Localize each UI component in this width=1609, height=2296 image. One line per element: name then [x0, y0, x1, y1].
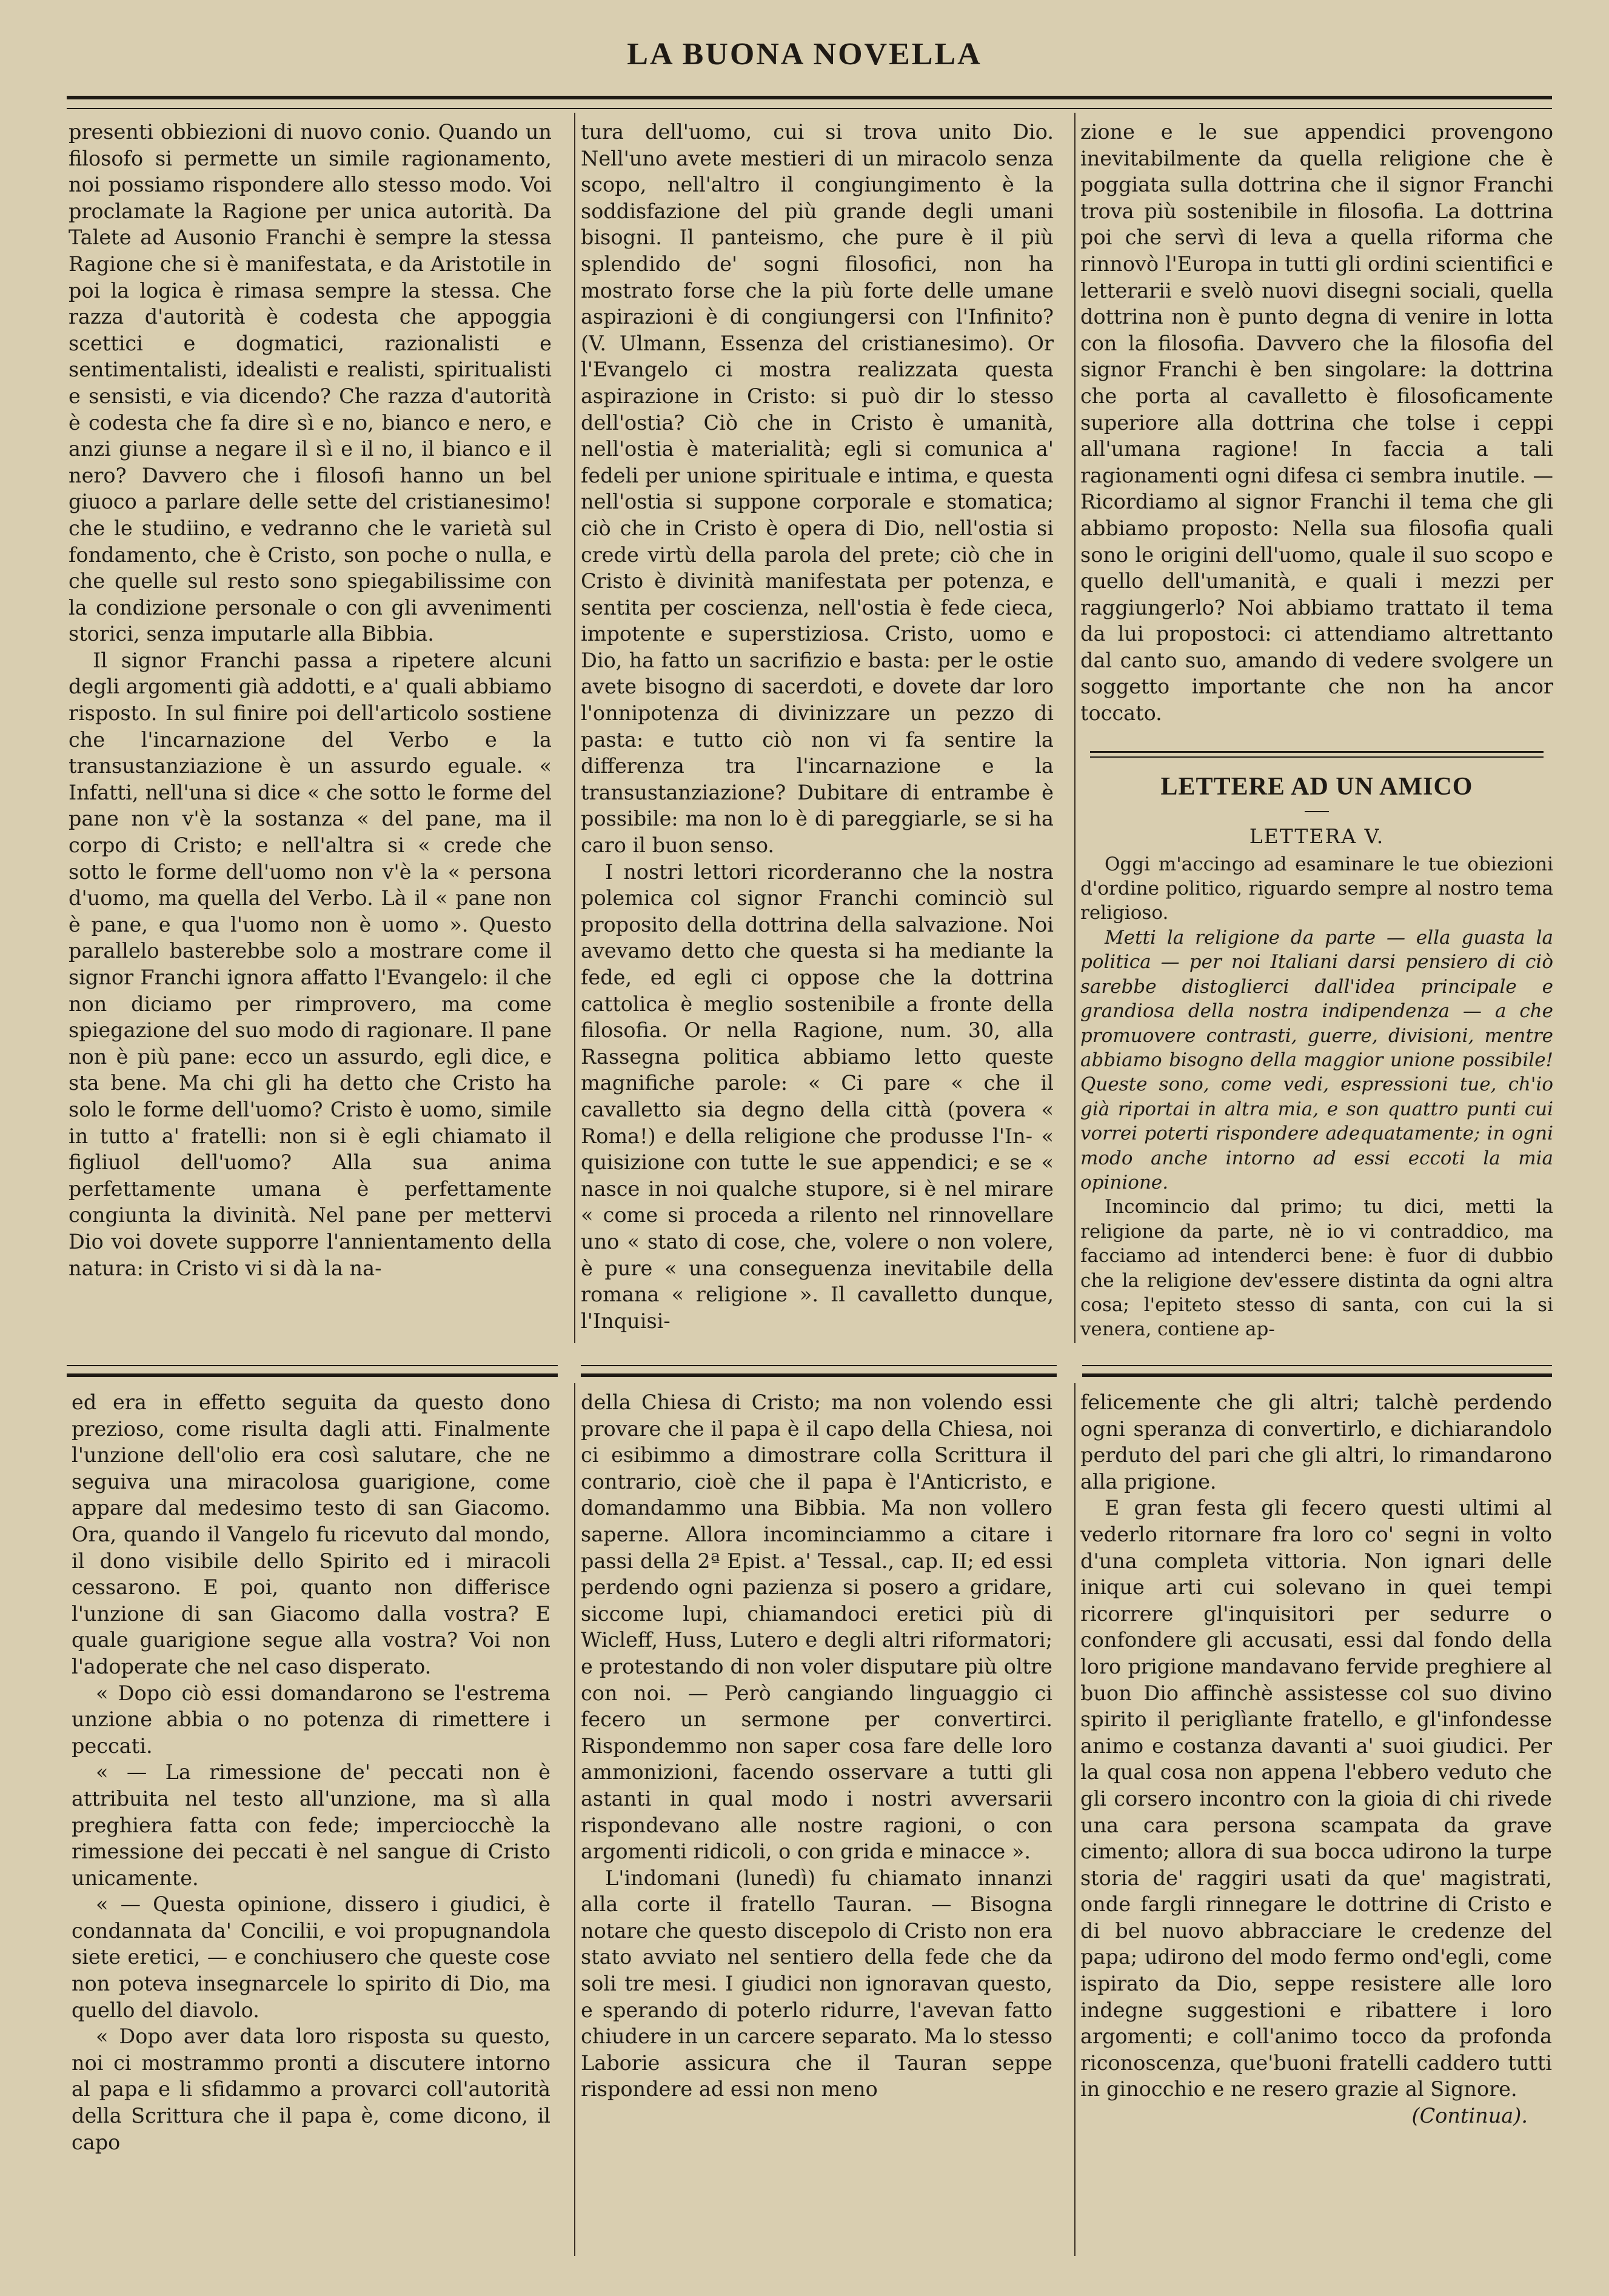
column-divider [574, 113, 575, 1343]
section-rule [1090, 751, 1544, 758]
paragraph: Il signor Franchi passa a ripetere alcuni degli argomenti già addotti, e a' quali abbiamo risposto. In sul finire poi dell'articolo sostiene che l'incarnazione del Verbo e la transustanziazione è un assurdo eguale. « Infatti, nell'una si dice « che sotto le forme del pane non v'è la sostanza « del pane, ma il corpo di Cristo; e nell'altra si « crede che sotto le forme dell'uomo non v'è la « persona d'uomo, ma quella del Verbo. Là il « pane non è pane, e qua l'uomo non è uomo ». Questo parallelo basterebbe solo a mostrare come il signor Franchi ignora affatto l'Evangelo: il che non diciamo per rimprovero, ma come spiegazione del suo modo di ragionare. Il pane non è più pane: ecco un assurdo, egli dice, e sta bene. Ma chi gli ha detto che Cristo ha solo le forme dell'uomo? Cristo è uomo, simile in tutto a' fratelli: non si è egli chiamato il figliuol dell'uomo? Alla sua anima perfettamente umana è perfettamente congiunta la divinità. Nel pane per mettervi Dio voi dovete supporre l'annientamento della natura: in Cristo vi si dà la na- [69, 648, 552, 1280]
paragraph: Oggi m'accingo ad esaminare le tue obiezioni d'ordine politico, riguardo sempre al nostro tema religioso. [1080, 853, 1553, 924]
section-break-rule [67, 1365, 558, 1377]
section-break-rule [581, 1365, 1057, 1377]
column-divider [574, 1383, 575, 2256]
upper-column-3 [1080, 119, 1553, 1342]
paragraph: felicemente che gli altri; talchè perdendo ogni speranza di convertirlo, e dichiarandolo perduto del pari che gli altri, lo rimandarono alla prigione. [1080, 1390, 1552, 1493]
paragraph: « Dopo ciò essi domandarono se l'estrema unzione abbia o no potenza di rimettere i peccati. [72, 1681, 550, 1758]
upper-column-2 [581, 119, 1054, 1334]
paragraph: Metti la religione da parte — ella guasta la politica — per noi Italiani darsi pensiero di ciò sarebbe distoglierci dall'idea principale e grandiosa della nostra indipendenza — a che promuovere contrasti, guerre, divisioni, mentre abbiamo bisogno della maggior unione possibile! Queste sono, come vedi, espressioni tue, ch'io già riportai in altra mia, e son quattro punti cui vorrei poterti rispondere adequatamente; in ogni modo anche intorno ad essi eccoti la mia opinione. [1080, 926, 1553, 1193]
paragraph: presenti obbiezioni di nuovo conio. Quando un filosofo si permette un simile ragionamento, noi possiamo rispondere allo stesso modo. Voi proclamate la Ragione per unica autorità. Da Talete ad Ausonio Franchi è sempre la stessa Ragione che si è manifestata, e da Aristotile in poi la logica è rimasa sempre la stessa. Che razza d'autorità è codesta che appoggia scettici e dogmatici, razionalisti e sentimentalisti, idealisti e realisti, spiritualisti e sensisti, e via dicendo? Che razza d'autorità è codesta che fa dire sì e no, bianco e nero, e anzi giunse a negare il sì e il no, il bianco e il nero? Davvero che i filosofi hanno un bel giuoco a parlare delle sette del cristianesimo! che le studiino, e vedranno che le varietà sul fondamento, che è Cristo, son poche o nulla, e che quelle sul resto sono spiegabilissime con la condizione personale o con gli avvenimenti storici, senza imputarle alla Bibbia. [69, 120, 552, 646]
section-title: LETTERE AD UN AMICO [1160, 772, 1473, 801]
paragraph: Incomincio dal primo; tu dici, metti la religione da parte, nè io vi contraddico, ma facciamo ad intenderci bene: è fuor di dubbio che la religione dev'essere distinta da ogni altra cosa; l'epiteto stesso di santa, con cui la si venera, contiene ap- [1080, 1196, 1553, 1341]
section-break-rule [1082, 1365, 1552, 1377]
column-divider [1074, 1383, 1075, 2256]
continua-note: (Continua). [1411, 2104, 1528, 2128]
lower-column-2 [581, 1389, 1052, 2103]
paragraph: E gran festa gli fecero questi ultimi al vederlo ritornare fra loro co' segni in volto d'una completa vittoria. Non ignari delle inique arti cui solevano in quei tempi ricorrere gl'inquisitori per sedurre o confondere gli accusati, essi dal fondo della loro prigione mandavano fervide preghiere al buon Dio affinchè assistesse col suo divino spirito il periglìante fratello, e gl'infondesse animo e costanza davanti a' suoi giudici. Per la qual cosa non appena l'ebbero veduto che gli corsero incontro con la gioia di chi rivede una cara persona scampata da grave cimento; allora di sua bocca udirono la turpe storia de' raggiri usati da que' magistrati, onde fargli rinnegare le dottrine di Cristo e di bel nuovo abbracciare le credenze del papa; udirono del modo fermo ond'egli, come ispirato da Dio, seppe resistere alle loro indegne suggestioni e ribattere i loro argomenti; e coll'animo tocco da profonda riconoscenza, que'buoni fratelli caddero tutti in ginocchio e ne resero grazie al Signore. [1080, 1496, 1552, 2101]
masthead-title: LA BUONA NOVELLA [627, 37, 982, 72]
lower-column-3 [1080, 1389, 1552, 2129]
paragraph: « — Questa opinione, dissero i giudici, è condannata da' Concilii, e voi propugnandola siete eretici, — e conchiusero che queste cose non poteva insegnarcele lo spirito di Dio, ma quello del diavolo. [72, 1892, 550, 2022]
title-dash [1305, 811, 1329, 812]
masthead-rule [67, 96, 1552, 109]
letter-number: LETTERA V. [1249, 824, 1385, 848]
upper-column-1 [69, 119, 552, 1281]
column-divider [1074, 113, 1075, 1343]
paragraph: « — La rimessione de' peccati non è attribuita nel testo all'unzione, ma sì alla preghiera fatta con fede; imperciocchè la rimessione dei peccati è nel sangue di Cristo unicamente. [72, 1760, 550, 1890]
paragraph: I nostri lettori ricorderanno che la nostra polemica col signor Franchi cominciò sul proposito della dottrina della salvazione. Noi avevamo detto che questa si ha mediante la fede, ed egli ci oppose che la dottrina cattolica è meglio sostenibile a fronte della filosofia. Or nella Ragione, num. 30, alla Rassegna politica abbiamo letto queste magnifiche parole: « Ci pare « che il cavalletto sia degno della città (povera « Roma!) e della religione che produsse l'In- « quisizione con tutte le sue appendici; e se « nasce in noi qualche stupore, si è nel mirare « come si proceda a rilento nel rinnovellare uno « stato di cose, che, volere o non volere, è pure « una conseguenza inevitabile della romana « religione ». Il cavalletto dunque, l'Inquisi- [581, 859, 1054, 1333]
paragraph: L'indomani (lunedì) fu chiamato innanzi alla corte il fratello Tauran. — Bisogna notare che questo discepolo di Cristo non era stato avviato nel sentiero della fede che da soli tre mesi. I giudici non ignoravan questo, e sperando di poterlo ridurre, l'avevan fatto chiudere in un carcere separato. Ma lo stesso Laborie assicura che il Tauran seppe rispondere ad essi non meno [581, 1866, 1052, 2101]
lower-column-1 [72, 1389, 550, 2155]
paragraph: della Chiesa di Cristo; ma non volendo essi provare che il papa è il capo della Chiesa, noi ci esibimmo a dimostrare colla Scrittura il contrario, cioè che il papa è l'Anticristo, e domandammo una Bibbia. Ma non vollero saperne. Allora incominciammo a citare i passi della 2ª Epist. a' Tessal., cap. II; ed essi perdendo ogni pazienza si posero a gridare, siccome lupi, chiamandoci eretici più di Wicleff, Huss, Lutero e degli altri riformatori; e protestando di non voler disputare più oltre con noi. — Però cangiando linguaggio ci fecero un sermone per convertirci. Rispondemmo non saper cosa fare delle loro ammonizioni, facendo osservare a tutti gli astanti in qual modo i nostri avversarii rispondevano alle nostre ragioni, o con argomenti ridicoli, o con grida e minacce ». [581, 1390, 1052, 1864]
paragraph: zione e le sue appendici provengono inevitabilmente da quella religione che è poggiata sulla dottrina che il signor Franchi trova più sostenibile in filosofia. La dottrina poi che servì di leva a quella riforma che rinnovò l'Europa in tutti gli ordini scientifici e letterarii e svelò nuovi disegni sociali, quella dottrina non è punto degna di venire in lotta con la filosofia. Davvero che la filosofia del signor Franchi è ben singolare: la dottrina che porta al cavalletto è filosoficamente superiore alla dottrina che tolse i ceppi all'umana ragione! In faccia a tali ragionamenti ogni difesa ci sembra inutile. — Ricordiamo al signor Franchi il tema che gli abbiamo proposto: Nella sua filosofia quali sono le origini dell'uomo, quale il suo scopo e quello dell'umanità, e quali i mezzi per raggiungerlo? Noi abbiamo trattato il tema da lui propostoci: ci attendiamo altrettanto dal canto suo, amando di vedere svolgere un soggetto importante che non ha ancor toccato. [1080, 120, 1553, 726]
paragraph: ed era in effetto seguita da questo dono prezioso, come risulta dagli atti. Finalmente l'unzione dell'olio era così salutare, che ne seguiva una miracolosa guarigione, come appare dal medesimo testo di san Giacomo. Ora, quando il Vangelo fu ricevuto dal mondo, il dono visibile dello Spirito ed i miracoli cessarono. E poi, quanto non differisce l'unzione di san Giacomo dalla vostra? E quale guarigione segue alla vostra? Voi non l'adoperate che nel caso disperato. [72, 1390, 550, 1678]
paragraph: « Dopo aver data loro risposta su questo, noi ci mostrammo pronti a discutere intorno al papa e li sfidammo a provarci coll'autorità della Scrittura che il papa è, come dicono, il capo [72, 2024, 550, 2154]
paragraph: tura dell'uomo, cui si trova unito Dio. Nell'uno avete mestieri di un miracolo senza scopo, nell'altro il congiungimento è la soddisfazione del più grande degli umani bisogni. Il panteismo, che pure è il più splendido de' sogni filosofici, non ha mostrato forse che la più forte delle umane aspirazioni è di congiungersi con l'Infinito? (V. Ulmann, Essenza del cristianesimo). Or l'Evangelo ci mostra realizzata questa aspirazione in Cristo: si può dir lo stesso dell'ostia? Ciò che in Cristo è umanità, nell'ostia è materialità; egli si comunica a' fedeli per unione spirituale e intima, e questa nell'ostia si suppone corporale e stomatica; ciò che in Cristo è opera di Dio, nell'ostia si crede virtù della parola del prete; ciò che in Cristo è divinità manifestata per potenza, e sentita per coscienza, nell'ostia è fede cieca, impotente e superstiziosa. Cristo, uomo e Dio, ha fatto un sacrifizio e basta: per le ostie avete bisogno di sacerdoti, e dovete dar loro l'onnipotenza di divinizzare un pezzo di pasta: e tutto ciò non vi fa sentire la differenza tra l'incarnazione e la transustanziazione? Dubitare di entrambe è possibile: ma non lo è di pareggiarle, se si ha caro il buon senso. [581, 120, 1054, 858]
